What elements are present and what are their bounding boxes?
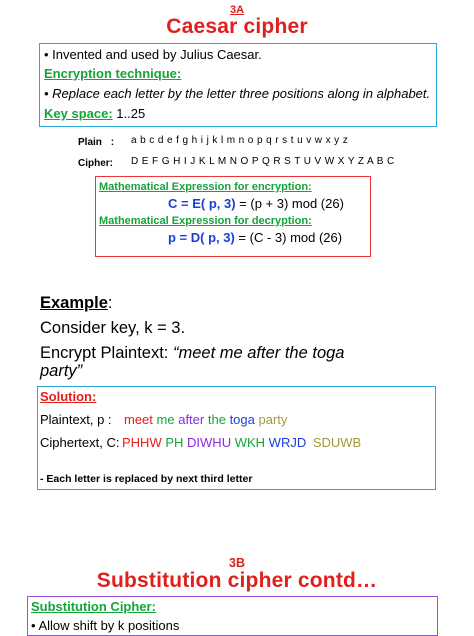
key-space-label: Key space:	[44, 106, 113, 121]
example-key-line: Consider key, k = 3.	[40, 319, 186, 337]
decryption-expression-heading: Mathematical Expression for decryption:	[99, 215, 312, 227]
plain-alphabet-row: a b c d e f g h i j k l m n o p q r s t u v w x y z	[131, 135, 349, 146]
cipher-word-3: DIWHU	[187, 435, 232, 450]
cipher-word-1: PHHW	[122, 435, 162, 450]
section-title-substitution: Substitution cipher contd…	[96, 569, 378, 592]
example-plaintext-quote-end: party”	[40, 362, 83, 380]
cipher-word-6: SDUWB	[312, 435, 362, 450]
solution-plaintext-words	[124, 412, 287, 427]
section-title-caesar: Caesar cipher	[166, 15, 308, 38]
plain-word-5: toga	[229, 412, 255, 427]
example-encrypt-line	[40, 344, 345, 363]
intro-line-replace: • Replace each letter by the letter three positions along in alphabet.	[44, 86, 431, 101]
intro-line-invented: • Invented and used by Julius Caesar.	[44, 47, 262, 62]
plain-word-2: me	[156, 412, 175, 427]
solution-ciphertext-words	[122, 435, 361, 450]
example-heading-colon: :	[107, 294, 113, 312]
plain-word-4: the	[207, 412, 226, 427]
example-heading: Example	[40, 294, 108, 312]
encryption-formula-rhs: = (p + 3) mod (26)	[235, 196, 344, 211]
intro-box	[39, 43, 437, 127]
cipher-label: Cipher:	[78, 158, 113, 169]
section-number-3a: 3A	[229, 4, 245, 16]
encryption-formula	[168, 196, 344, 211]
plain-label-text: Plain	[78, 137, 102, 148]
encryption-expression-heading: Mathematical Expression for encryption:	[99, 181, 312, 193]
plain-word-1: meet	[124, 412, 153, 427]
plain-label	[78, 137, 114, 148]
plain-label-colon: :	[110, 137, 115, 148]
solution-note: - Each letter is replaced by next third letter	[40, 473, 253, 485]
cipher-word-5: WRJD	[268, 435, 307, 450]
math-box	[95, 176, 371, 257]
key-space-value: 1..25	[112, 106, 146, 121]
substitution-cipher-heading: Substitution Cipher:	[31, 599, 156, 614]
encryption-technique-heading: Encryption technique:	[44, 66, 182, 81]
example-encrypt-prefix: Encrypt Plaintext:	[40, 344, 173, 362]
decryption-formula	[168, 230, 342, 245]
decryption-formula-lhs: p = D( p, 3)	[168, 230, 235, 245]
solution-box	[37, 386, 436, 490]
cipher-word-4: WKH	[234, 435, 266, 450]
cipher-word-2: PH	[165, 435, 184, 450]
solution-plaintext-label: Plaintext, p :	[40, 412, 112, 427]
section-number-3b: 3B	[229, 556, 245, 570]
example-plaintext-quote: “meet me after the toga	[172, 344, 345, 362]
plain-word-3: after	[178, 412, 205, 427]
substitution-shift-line: • Allow shift by k positions	[31, 618, 180, 633]
substitution-box	[27, 596, 438, 636]
plain-word-6: party	[258, 412, 288, 427]
key-space-line	[44, 106, 145, 121]
example-heading-line	[40, 294, 112, 313]
solution-heading: Solution:	[40, 389, 97, 404]
decryption-formula-rhs: = (C - 3) mod (26)	[234, 230, 343, 245]
encryption-formula-lhs: C = E( p, 3)	[168, 196, 236, 211]
cipher-alphabet-row: D E F G H I J K L M N O P Q R S T U V W X Y Z A B C	[131, 156, 395, 167]
solution-ciphertext-label: Ciphertext, C:	[40, 435, 120, 450]
